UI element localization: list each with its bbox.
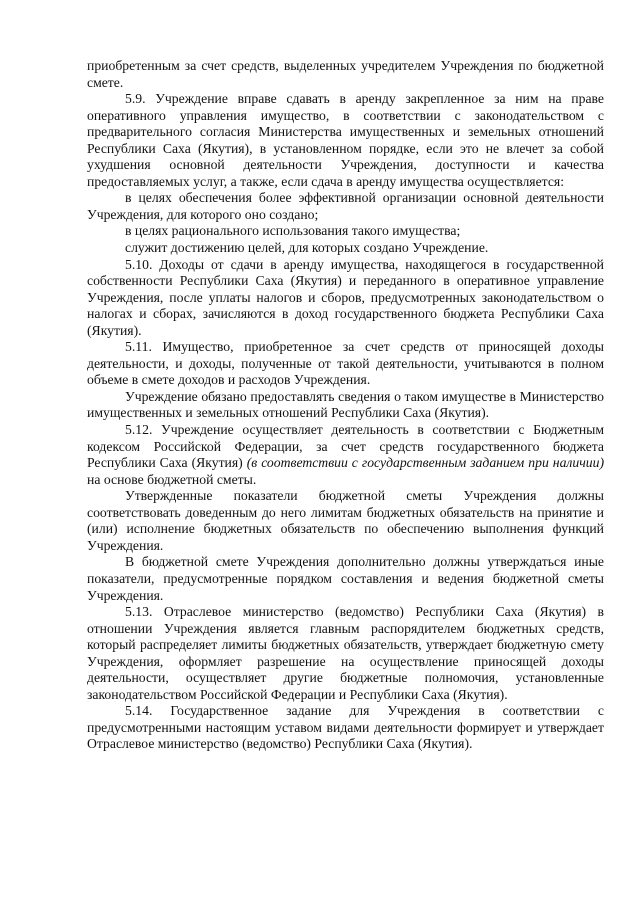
paragraph-5-14: 5.14. Государственное задание для Учреждения в соответствии с предусмотренными настоящим уставом видами деятельности формирует и утверждает Отраслевое министерство (ведомство) Республики Саха (Якутия). [87,703,604,752]
paragraph-5-10: 5.10. Доходы от сдачи в аренду имущества, находящегося в государственной собственности Республики Саха (Якутия) и переданного в оперативное управление Учреждения, после уплаты налогов и сборов, предусмотренных законодательством о налогах и сборах, зачисляются в доход государственного бюджета Республики Саха (Якутия). [87,256,604,338]
paragraph-5-11: 5.11. Имущество, приобретенное за счет средств от приносящей доходы деятельности, и доходы, полученные от такой деятельности, учитываются в полном объеме в смете доходов и расходов Учреждения. [87,339,604,388]
italic-note: (в соответствии с государственным заданием при наличии) [246,455,604,471]
list-item-rational-use: в целях рационального использования такого имущества; [125,223,461,239]
list-item-goals: служит достижению целей, для которых создано Учреждение. [125,240,489,256]
paragraph-5-12-additional: В бюджетной смете Учреждения дополнительно должны утверждаться иные показатели, предусмотренные порядком составления и ведения бюджетной сметы Учреждения. [87,554,604,603]
paragraph-5-9: 5.9. Учреждение вправе сдавать в аренду закрепленное за ним на праве оперативного управления имущество, в соответствии с законодательством с предварительного согласия Министерства имущественных и земельных отношений Республики Саха (Якутия), в установленном порядке, если это не влечет за собой ухудшения основной деятельности Учреждения, доступности и качества предоставляемых услуг, а также, если сдача в аренду имущества осуществляется: [87,91,604,189]
paragraph-5-11-reporting: Учреждение обязано предоставлять сведения о таком имуществе в Министерство имущественных и земельных отношений Республики Саха (Якутия). [87,388,604,421]
list-item-efficient-organization: в целях обеспечения более эффективной организации основной деятельности Учреждения, для которого оно создано; [87,190,604,222]
paragraph-5-12-indicators: Утвержденные показатели бюджетной сметы Учреждения должны соответствовать доведенным до него лимитам бюджетных обязательств на принятие и (или) исполнение бюджетных обязательств по обеспечению выполнения функций Учреждения. [87,488,604,553]
paragraph-5-13: 5.13. Отраслевое министерство (ведомство) Республики Саха (Якутия) в отношении Учреждения является главным распорядителем бюджетных средств, который распределяет лимиты бюджетных обязательств, утверждает бюджетную смету Учреждения, оформляет разрешение на осуществление приносящей доходы деятельности, осуществляет другие бюджетные полномочия, установленные законодательством Российской Федерации и Республики Саха (Якутия). [87,604,604,702]
paragraph-5-12: 5.12. Учреждение осуществляет деятельность в соответствии с Бюджетным кодексом Российской Федерации, за счет средств государственного бюджета Республики Саха (Якутия) (в соответствии с государственным заданием при наличии) на основе бюджетной сметы. [87,422,604,487]
paragraph-continuation: приобретенным за счет средств, выделенных учредителем Учреждения по бюджетной смете. [87,58,604,90]
